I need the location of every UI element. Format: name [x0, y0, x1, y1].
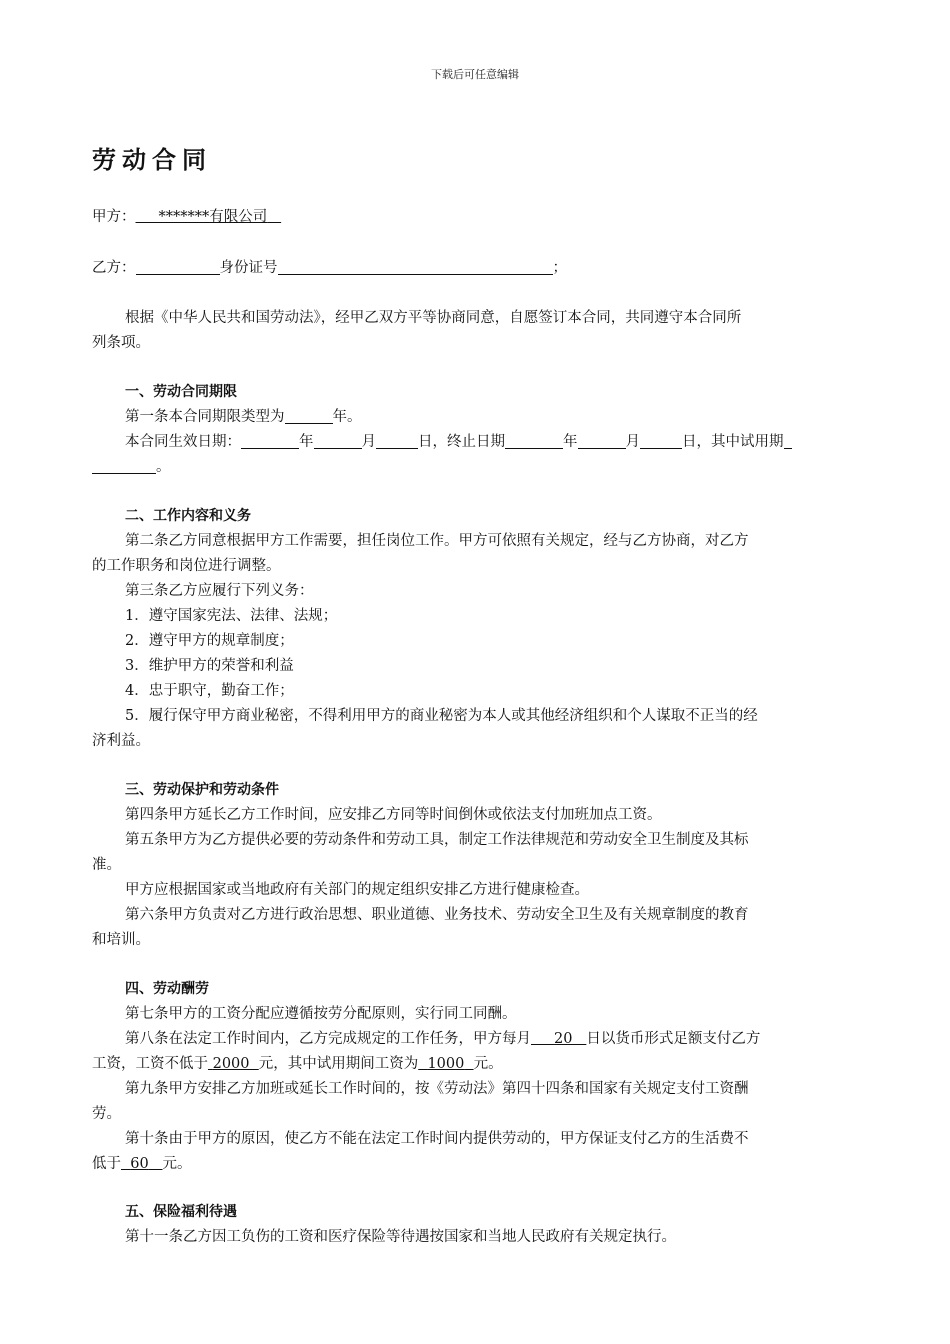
party-b-name-blank: [136, 258, 220, 275]
party-a-line: [92, 205, 860, 230]
end-month-blank: [578, 432, 626, 449]
article-5-health-check: 甲方应根据国家或当地政府有关部门的规定组织安排乙方进行健康检查。: [125, 882, 589, 898]
article-9-line-1: 第九条甲方安排乙方加班或延长工作时间的，按《劳动法》第四十四条和国家有关规定支付工资酬: [125, 1081, 749, 1097]
pay-day-value: 20: [554, 1031, 573, 1047]
intro-line-2: 列条项。: [92, 335, 150, 351]
living-allowance-value: 60: [130, 1156, 149, 1172]
section-1: [92, 380, 860, 480]
party-a-label: 甲方：: [92, 209, 136, 225]
party-a-name: *******有限公司: [158, 209, 268, 225]
article-4: 第四条甲方延长乙方工作时间，应安排乙方同等时间倒休或依法支付加班加点工资。: [125, 807, 662, 823]
article-6-line-2: 和培训。: [92, 932, 150, 948]
article-5-line-2: 准。: [92, 857, 121, 873]
start-day-blank: [376, 432, 418, 449]
trial-period-blank: [92, 457, 156, 474]
section-4: [92, 977, 860, 1177]
end-day-blank: [640, 432, 682, 449]
page-header-note: 下载后可任意编辑: [431, 68, 519, 81]
article-8-line-1: 第八条在法定工作时间内，乙方完成规定的工作任务，甲方每月 20 日以货币形式足额支付乙方: [125, 1031, 761, 1047]
section-4-title: 四、劳动酬劳: [125, 981, 209, 997]
article-2-line-1: 第二条乙方同意根据甲方工作需要，担任岗位工作。甲方可依照有关规定，经与乙方协商，对乙方: [125, 533, 749, 549]
party-b-label: 乙方：: [92, 260, 136, 276]
section-1-title: 一、劳动合同期限: [125, 384, 237, 400]
obligation-5-line-1: 5．履行保守甲方商业秘密，不得利用甲方的商业秘密为本人或其他经济组织和个人谋取不正当的经: [125, 708, 758, 724]
term-type-blank: [285, 407, 333, 424]
document-title: 劳动合同: [92, 146, 212, 174]
id-number-blank: [278, 258, 553, 275]
obligation-4: 4．忠于职守，勤奋工作；: [125, 683, 294, 699]
effective-date-line-2: 。: [92, 455, 860, 480]
party-b-end: ；: [552, 260, 567, 276]
article-6-line-1: 第六条甲方负责对乙方进行政治思想、职业道德、业务技术、劳动安全卫生及有关规章制度的教育: [125, 907, 749, 923]
article-10-line-2: 低于 60 元。: [92, 1156, 192, 1172]
section-5: [92, 1200, 860, 1250]
id-number-label: 身份证号: [219, 260, 278, 276]
start-year-blank: [241, 432, 299, 449]
obligation-1: 1．遵守国家宪法、法律、法规；: [125, 608, 338, 624]
trial-wage-value: 1000: [427, 1056, 465, 1072]
obligation-2: 2．遵守甲方的规章制度；: [125, 633, 294, 649]
effective-date-line: 本合同生效日期： 年 月 日，终止日期 年 月 日，其中试用期: [92, 430, 860, 455]
article-2-line-2: 的工作职务和岗位进行调整。: [92, 558, 281, 574]
obligation-3: 3．维护甲方的荣誉和利益: [125, 658, 294, 674]
min-wage-value: 2000: [212, 1056, 250, 1072]
article-3: 第三条乙方应履行下列义务：: [125, 583, 314, 599]
start-month-blank: [314, 432, 362, 449]
obligation-5-line-2: 济利益。: [92, 733, 150, 749]
section-2-title: 二、工作内容和义务: [125, 508, 251, 524]
end-year-blank: [505, 432, 563, 449]
intro-line-1: 根据《中华人民共和国劳动法》，经甲乙双方平等协商同意，自愿签订本合同，共同遵守本合同所: [125, 310, 742, 326]
section-2: [92, 504, 860, 754]
party-b-line: [92, 256, 860, 281]
article-9-line-2: 劳。: [92, 1106, 121, 1122]
article-11: 第十一条乙方因工负伤的工资和医疗保险等待遇按国家和当地人民政府有关规定执行。: [125, 1229, 676, 1245]
trial-period-blank-start: [784, 432, 792, 449]
article-7: 第七条甲方的工资分配应遵循按劳分配原则，实行同工同酬。: [125, 1006, 517, 1022]
intro-paragraph: [92, 306, 860, 356]
article-5-line-1: 第五条甲方为乙方提供必要的劳动条件和劳动工具，制定工作法律规范和劳动安全卫生制度及其标: [125, 832, 749, 848]
article-1: 第一条本合同期限类型为 年。: [125, 409, 362, 425]
section-3-title: 三、劳动保护和劳动条件: [125, 782, 279, 798]
article-8-line-2: 工资，工资不低于 2000 元，其中试用期间工资为 1000 元。: [92, 1056, 503, 1072]
section-5-title: 五、保险福利待遇: [125, 1204, 237, 1220]
section-3: [92, 778, 860, 953]
article-10-line-1: 第十条由于甲方的原因，使乙方不能在法定工作时间内提供劳动的，甲方保证支付乙方的生活费不: [125, 1131, 749, 1147]
